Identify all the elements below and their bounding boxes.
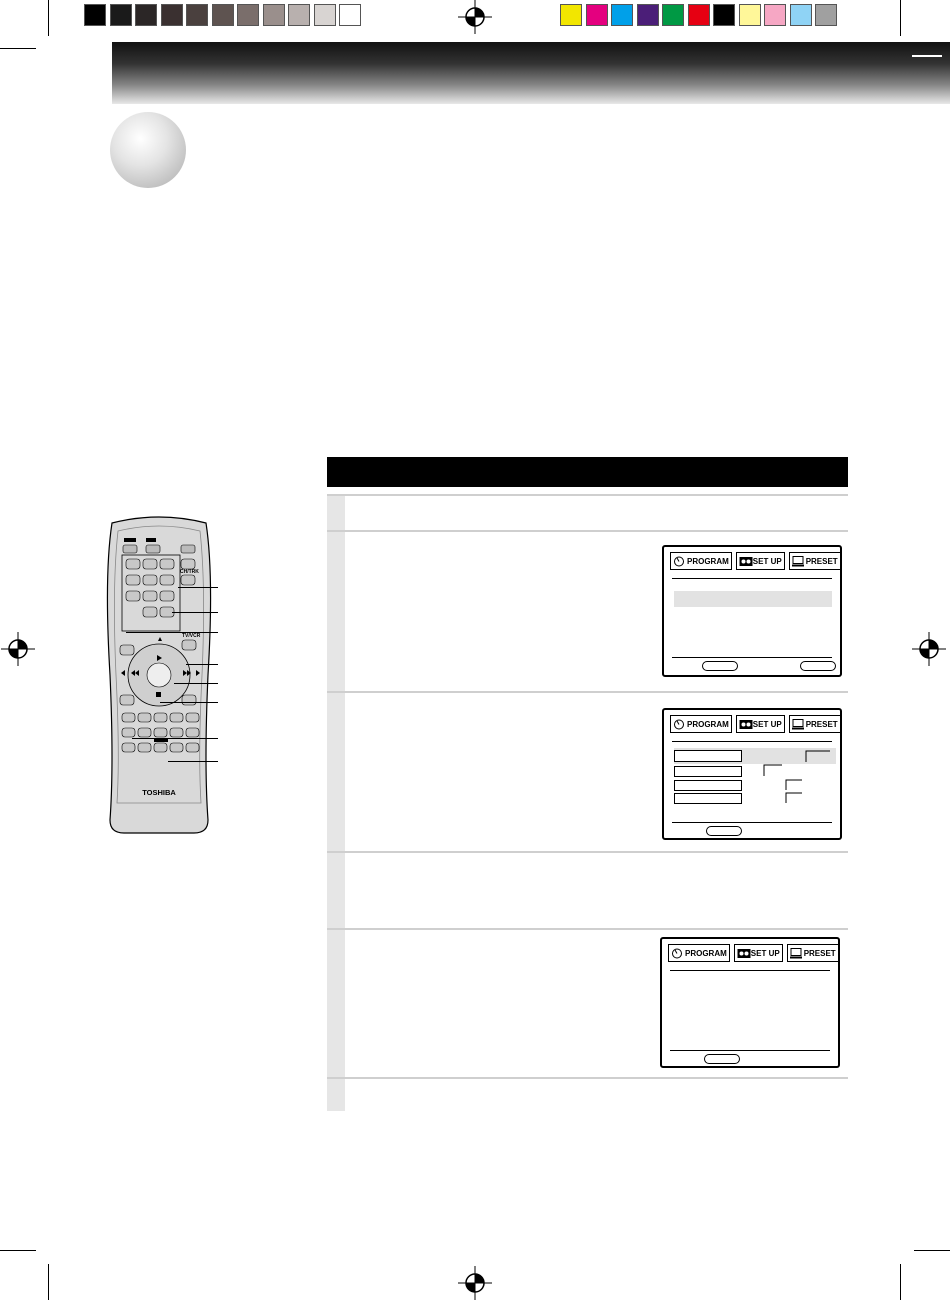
osd-field xyxy=(674,766,742,777)
osd-button-left xyxy=(702,661,738,671)
step-divider xyxy=(327,691,848,693)
clock-icon xyxy=(673,556,685,567)
clock-icon xyxy=(671,948,683,959)
osd-screen-3 xyxy=(660,937,840,1068)
osd-field xyxy=(674,750,742,762)
section-bullet-circle xyxy=(110,112,186,188)
color-swatch xyxy=(739,4,761,26)
step-divider xyxy=(327,851,848,853)
osd-bracket-lines xyxy=(760,748,836,804)
svg-text:CH/TRK: CH/TRK xyxy=(180,569,199,575)
registration-mark-bottom xyxy=(458,1266,492,1300)
tv-icon xyxy=(792,719,804,730)
color-swatch xyxy=(560,4,582,26)
gray-swatch xyxy=(263,4,285,26)
color-swatch xyxy=(586,4,608,26)
tape-icon xyxy=(739,719,751,730)
osd-screen-1 xyxy=(662,545,842,677)
color-swatch xyxy=(764,4,786,26)
osd-button-right xyxy=(800,661,836,671)
osd-field xyxy=(674,793,742,804)
step-number-column xyxy=(327,494,345,1111)
gray-swatch xyxy=(135,4,157,26)
osd-selected-row xyxy=(674,591,832,607)
tab-setup: SET UP xyxy=(736,552,785,570)
svg-text:TOSHIBA: TOSHIBA xyxy=(142,788,176,797)
tape-icon xyxy=(737,948,749,959)
tab-program: PROGRAM xyxy=(670,715,732,733)
step-divider xyxy=(327,494,848,496)
color-swatch xyxy=(790,4,812,26)
registration-mark-top xyxy=(458,0,492,34)
gray-swatch xyxy=(186,4,208,26)
tab-preset: PRESET xyxy=(789,715,841,733)
tab-program: PROGRAM xyxy=(668,944,730,962)
tab-setup: SET UP xyxy=(736,715,785,733)
tv-icon xyxy=(790,948,802,959)
color-swatch xyxy=(637,4,659,26)
step-divider xyxy=(327,530,848,532)
color-swatch xyxy=(662,4,684,26)
remote-control-illustration xyxy=(104,515,214,835)
tab-program: PROGRAM xyxy=(670,552,732,570)
steps-table-header xyxy=(327,457,848,487)
tape-icon xyxy=(739,556,751,567)
gray-swatch xyxy=(161,4,183,26)
tab-preset: PRESET xyxy=(789,552,841,570)
gray-swatch xyxy=(339,4,361,26)
gray-swatch xyxy=(212,4,234,26)
osd-tab-bar xyxy=(670,715,838,733)
clock-icon xyxy=(673,719,685,730)
step-divider xyxy=(327,928,848,930)
osd-tab-bar xyxy=(670,552,838,570)
gray-swatch xyxy=(110,4,132,26)
tv-icon xyxy=(792,556,804,567)
osd-screen-2 xyxy=(662,708,842,840)
osd-button-left xyxy=(706,826,742,836)
step-divider xyxy=(327,1077,848,1079)
tab-setup: SET UP xyxy=(734,944,783,962)
header-corner-mark xyxy=(912,55,942,57)
gray-swatch xyxy=(288,4,310,26)
osd-button-left xyxy=(704,1054,740,1064)
color-swatch xyxy=(688,4,710,26)
gray-swatch xyxy=(314,4,336,26)
tab-preset: PRESET xyxy=(787,944,839,962)
gray-swatch xyxy=(237,4,259,26)
color-swatch xyxy=(713,4,735,26)
svg-text:TV/VCR: TV/VCR xyxy=(182,633,201,639)
registration-mark-left xyxy=(1,632,35,666)
osd-field xyxy=(674,780,742,791)
registration-mark-right xyxy=(912,632,946,666)
osd-tab-bar xyxy=(668,944,836,962)
gray-swatch xyxy=(84,4,106,26)
color-swatch xyxy=(611,4,633,26)
color-swatch xyxy=(815,4,837,26)
header-banner xyxy=(112,42,950,104)
